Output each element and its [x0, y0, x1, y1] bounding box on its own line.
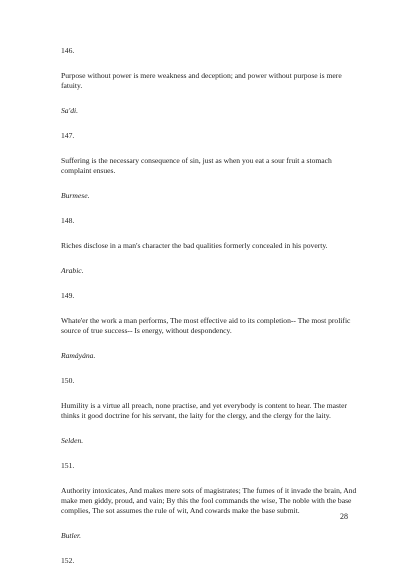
entry-text: Humility is a virtue all preach, none practise, and yet everybody is content to hear. The master thinks it good doctrine for his servant, the laity for the clergy, and the clergy for the laity.: [61, 401, 348, 420]
entry-text: Riches disclose in a man's character the bad qualities formerly concealed in his poverty.: [61, 241, 328, 250]
entry-number: 146.: [61, 46, 75, 55]
entry-source: Butler.: [61, 531, 82, 540]
entry-152: [61, 556, 361, 566]
entry-text: Authority intoxicates, And makes mere sots of magistrates; The fumes of it invade the brain, And make men giddy, proud, and vain; By this the fool commands the wise, The noble with the base complies, The sot assumes the rule of wit, And cowards make the base submit.: [61, 486, 357, 515]
entry-text: Whate'er the work a man performs, The most effective aid to its completion-- The most prolific source of true success-- Is energy, without despondency.: [61, 316, 351, 335]
page-content: [61, 46, 361, 566]
entry-number: 150.: [61, 376, 75, 385]
entry-source: Selden.: [61, 436, 84, 445]
entry-source: Sa'di.: [61, 106, 79, 115]
entry-source: Burmese.: [61, 191, 90, 200]
entry-number: 151.: [61, 461, 75, 470]
entry-147: [61, 131, 361, 201]
entry-number: 148.: [61, 216, 75, 225]
entry-text: Suffering is the necessary consequence of sin, just as when you eat a sour fruit a stomach complaint ensues.: [61, 156, 332, 175]
entry-source: Ramáyána.: [61, 351, 96, 360]
entry-150: [61, 376, 361, 446]
entry-151: [61, 461, 361, 541]
entry-text: Purpose without power is mere weakness and deception; and power without purpose is mere fatuity.: [61, 71, 342, 90]
entry-148: [61, 216, 361, 276]
entry-number: 149.: [61, 291, 75, 300]
entry-149: [61, 291, 361, 361]
entry-number: 152.: [61, 556, 75, 565]
entry-number: 147.: [61, 131, 75, 140]
entry-146: [61, 46, 361, 116]
entry-source: Arabic.: [61, 266, 84, 275]
page-number: 28: [340, 512, 348, 521]
